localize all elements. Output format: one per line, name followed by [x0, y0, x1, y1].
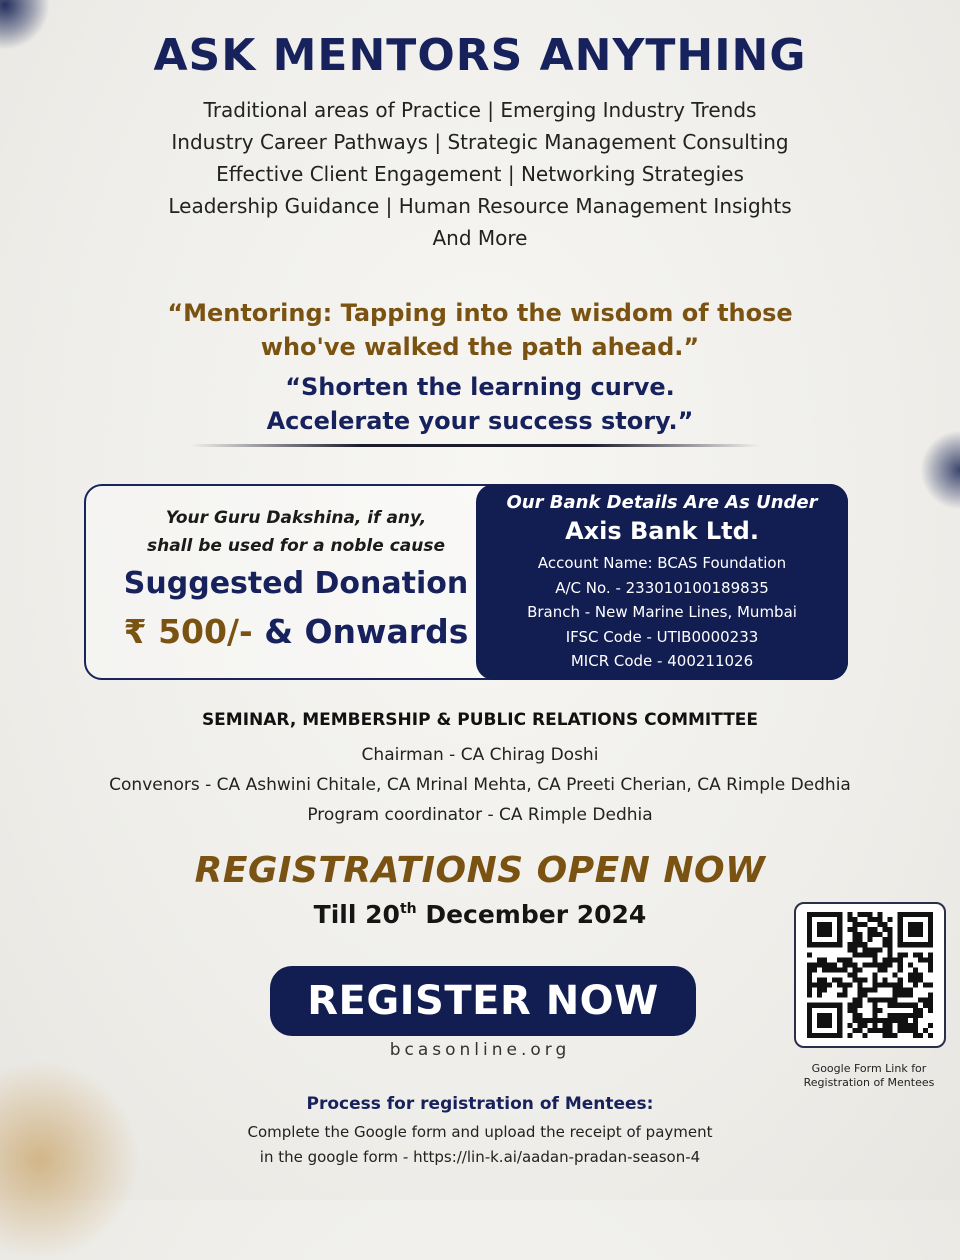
decorative-blob-right	[920, 430, 960, 510]
deadline-prefix: Till 20	[313, 900, 400, 929]
amount-value: ₹ 500/-	[123, 612, 253, 651]
account-number: A/C No. - 233010100189835	[555, 578, 769, 597]
topics-line: Traditional areas of Practice | Emerging Industry Trends	[203, 98, 757, 122]
divider	[190, 444, 760, 447]
qr-code[interactable]	[794, 902, 946, 1048]
micr-code: MICR Code - 400211026	[570, 652, 754, 670]
qr-caption-line: Registration of Mentees	[803, 1076, 935, 1089]
program-coordinator: Program coordinator - CA Rimple Dedhia	[307, 805, 653, 825]
registrations-open-heading: REGISTRATIONS OPEN NOW	[194, 850, 766, 891]
bank-details-list	[476, 551, 848, 674]
page-title: ASK MENTORS ANYTHING	[153, 30, 807, 81]
committee-heading: SEMINAR, MEMBERSHIP & PUBLIC RELATIONS COMMITTEE	[201, 710, 759, 730]
deadline-ordinal: th	[399, 901, 417, 917]
guru-dakshina-text	[86, 504, 506, 560]
bank-heading: Our Bank Details Are As Under	[506, 492, 818, 513]
topics-line: And More	[432, 226, 528, 250]
guru-line: shall be used for a noble cause	[146, 536, 445, 556]
chairman: Chairman - CA Chirag Doshi	[361, 745, 599, 765]
process-instructions	[0, 1120, 960, 1170]
committee-members	[0, 740, 960, 830]
deadline-suffix: December 2024	[416, 900, 647, 929]
bank-branch: Branch - New Marine Lines, Mumbai	[527, 603, 797, 621]
learning-quote	[0, 370, 960, 438]
register-now-button[interactable]: REGISTER NOW	[270, 966, 696, 1036]
qr-caption-line: Google Form Link for	[811, 1062, 927, 1075]
topics-line: Industry Career Pathways | Strategic Management Consulting	[171, 130, 789, 154]
ifsc-code: IFSC Code - UTIB0000233	[565, 627, 759, 646]
amount-onwards: & Onwards	[264, 612, 469, 651]
suggested-donation-heading: Suggested Donation	[123, 566, 469, 601]
donation-card	[84, 484, 848, 680]
process-heading: Process for registration of Mentees:	[306, 1094, 654, 1114]
quote-line: who've walked the path ahead.”	[260, 333, 700, 361]
guru-line: Your Guru Dakshina, if any,	[165, 508, 427, 528]
donation-amount	[86, 612, 506, 652]
process-line: Complete the Google form and upload the receipt of payment	[247, 1123, 713, 1141]
qr-code-icon	[806, 912, 934, 1038]
qr-caption	[778, 1062, 960, 1090]
mentoring-quote	[0, 296, 960, 364]
quote-line: Accelerate your success story.”	[266, 407, 694, 435]
topics-line: Effective Client Engagement | Networking Strategies	[216, 162, 744, 186]
topics-line: Leadership Guidance | Human Resource Management Insights	[168, 194, 792, 218]
topics-list	[0, 94, 960, 254]
bank-details-panel	[476, 484, 848, 680]
quote-line: “Shorten the learning curve.	[285, 373, 675, 401]
convenors: Convenors - CA Ashwini Chitale, CA Mrinal Mehta, CA Preeti Cherian, CA Rimple Dedhia	[109, 775, 851, 795]
process-line: in the google form - https://lin-k.ai/aadan-pradan-season-4	[259, 1148, 701, 1166]
donation-info	[86, 486, 506, 652]
account-name: Account Name: BCAS Foundation	[537, 554, 787, 572]
website-link[interactable]: bcasonline.org	[389, 1040, 571, 1060]
bank-name: Axis Bank Ltd.	[565, 517, 759, 545]
quote-line: “Mentoring: Tapping into the wisdom of those	[167, 299, 793, 327]
